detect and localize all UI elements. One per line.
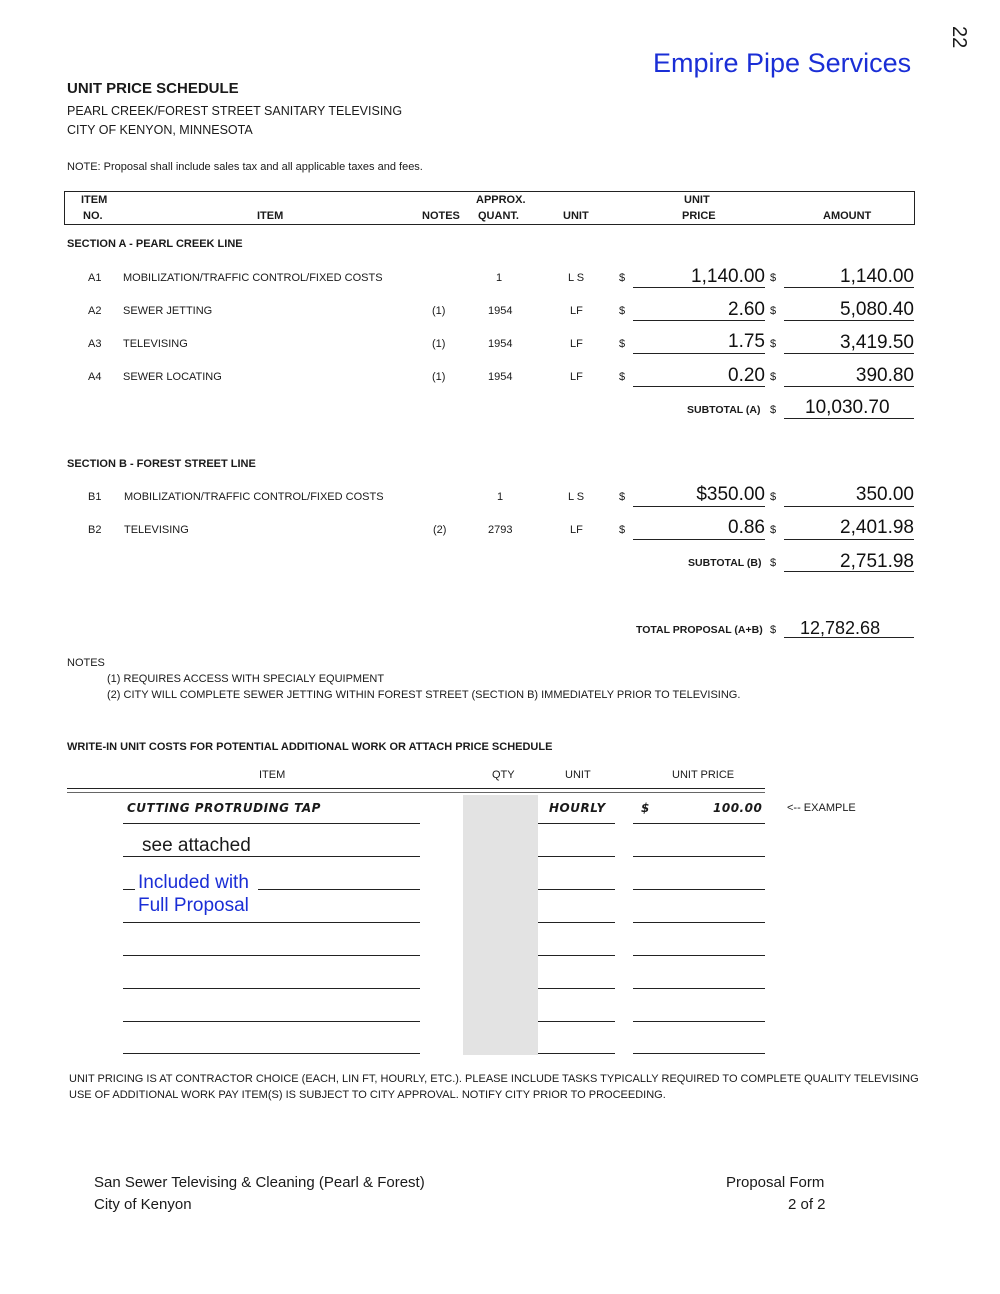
price-line xyxy=(633,539,765,540)
writein-heading: WRITE-IN UNIT COSTS FOR POTENTIAL ADDITIONAL WORK OR ATTACH PRICE SCHEDULE xyxy=(67,741,553,753)
row-quant: 1 xyxy=(497,491,504,503)
row-price: 1,140.00 xyxy=(691,266,765,287)
col-item: ITEM xyxy=(257,210,284,222)
unit-line[interactable] xyxy=(538,955,615,956)
col-amount: AMOUNT xyxy=(823,210,872,222)
currency-sign: $ xyxy=(619,338,626,350)
page-title: UNIT PRICE SCHEDULE xyxy=(67,80,239,97)
total-value: 12,782.68 xyxy=(800,618,881,638)
currency-sign: $ xyxy=(619,305,626,317)
row-item: TELEVISING xyxy=(124,524,189,536)
item-line[interactable] xyxy=(123,823,420,824)
row-unit: LF xyxy=(570,371,583,383)
writein-top-rule xyxy=(67,788,765,789)
unit-line[interactable] xyxy=(538,856,615,857)
writein-col-item: ITEM xyxy=(259,769,286,781)
currency-sign: $ xyxy=(619,371,626,383)
row-item: SEWER LOCATING xyxy=(123,371,222,383)
row-quant: 2793 xyxy=(488,524,513,536)
price-line[interactable] xyxy=(633,922,765,923)
currency-sign: $ xyxy=(770,338,777,350)
row-price: 0.86 xyxy=(728,517,765,538)
currency-sign: $ xyxy=(619,272,626,284)
row-quant: 1954 xyxy=(488,305,513,317)
subtotal-b-label: SUBTOTAL (B) xyxy=(688,557,762,569)
row-unit: LF xyxy=(570,305,583,317)
row-item: MOBILIZATION/TRAFFIC CONTROL/FIXED COSTS xyxy=(123,272,383,284)
currency-sign: $ xyxy=(619,491,626,503)
writein-col-qty: QTY xyxy=(492,769,515,781)
example-currency: $ xyxy=(641,801,650,815)
row-no: A1 xyxy=(88,272,102,284)
section-a-title: SECTION A - PEARL CREEK LINE xyxy=(67,238,243,250)
col-unit-price-1: UNIT xyxy=(684,194,710,206)
writein-entry-1: see attached xyxy=(142,835,251,856)
example-item: CUTTING PROTRUDING TAP xyxy=(127,801,321,815)
tax-note: NOTE: Proposal shall include sales tax and all applicable taxes and fees. xyxy=(67,161,423,173)
currency-sign: $ xyxy=(770,624,777,636)
item-line[interactable] xyxy=(123,955,420,956)
company-name: Empire Pipe Services xyxy=(653,48,912,78)
writein-entry-2b: Full Proposal xyxy=(138,895,249,916)
row-item: SEWER JETTING xyxy=(123,305,213,317)
notes-heading: NOTES xyxy=(67,657,105,669)
currency-sign: $ xyxy=(619,524,626,536)
col-approx-2: QUANT. xyxy=(478,210,519,222)
footer-right-2: 2 of 2 xyxy=(788,1196,826,1213)
example-marker: <-- EXAMPLE xyxy=(787,802,856,814)
row-amount: 1,140.00 xyxy=(840,266,914,287)
row-amount: 390.80 xyxy=(855,365,914,386)
price-line xyxy=(633,353,765,354)
price-line[interactable] xyxy=(633,988,765,989)
row-unit: LF xyxy=(570,524,583,536)
unit-line[interactable] xyxy=(538,823,615,824)
row-no: A3 xyxy=(88,338,102,350)
row-quant: 1954 xyxy=(488,338,513,350)
row-price: 2.60 xyxy=(728,299,765,320)
row-unit: L S xyxy=(568,491,585,503)
project-line-2: CITY OF KENYON, MINNESOTA xyxy=(67,123,253,137)
col-notes: NOTES xyxy=(422,210,460,222)
amount-line xyxy=(784,506,914,507)
row-amount: 2,401.98 xyxy=(840,517,914,538)
price-line[interactable] xyxy=(633,1053,765,1054)
item-line[interactable] xyxy=(123,988,420,989)
row-price: 0.20 xyxy=(728,365,765,386)
row-no: B2 xyxy=(88,524,102,536)
row-no: A4 xyxy=(88,371,102,383)
footer-note-1: UNIT PRICING IS AT CONTRACTOR CHOICE (EACH, LIN FT, HOURLY, ETC.). PLEASE INCLUDE TASKS TYPICALLY REQUIRED TO COMPLETE QUALITY TELEVISING xyxy=(69,1073,919,1085)
row-notes: (2) xyxy=(433,524,447,536)
example-unit: HOURLY xyxy=(549,801,606,815)
footer-right-1: Proposal Form xyxy=(726,1174,825,1191)
currency-sign: $ xyxy=(770,305,777,317)
row-unit: L S xyxy=(568,272,585,284)
footer-note-2: USE OF ADDITIONAL WORK PAY ITEM(S) IS SUBJECT TO CITY APPROVAL. NOTIFY CITY PRIOR TO PROCEEDING. xyxy=(69,1089,666,1101)
price-line[interactable] xyxy=(633,889,765,890)
currency-sign: $ xyxy=(770,557,777,569)
section-b-title: SECTION B - FOREST STREET LINE xyxy=(67,458,256,470)
example-price: 100.00 xyxy=(713,801,763,815)
row-amount: 350.00 xyxy=(855,484,914,505)
writein-entry-2a: Included with xyxy=(138,872,249,893)
row-price: 1.75 xyxy=(728,331,765,352)
item-line[interactable] xyxy=(123,1053,420,1054)
unit-line[interactable] xyxy=(538,1053,615,1054)
note-item-1: (1) REQUIRES ACCESS WITH SPECIALY EQUIPMENT xyxy=(107,673,385,685)
col-item-no-1: ITEM xyxy=(81,194,108,206)
price-line[interactable] xyxy=(633,955,765,956)
footer-left-1: San Sewer Televising & Cleaning (Pearl & Forest) xyxy=(94,1174,425,1191)
row-quant: 1 xyxy=(496,272,503,284)
amount-line xyxy=(784,539,914,540)
currency-sign: $ xyxy=(770,272,777,284)
row-quant: 1954 xyxy=(488,371,513,383)
currency-sign: $ xyxy=(770,491,777,503)
subtotal-a-label: SUBTOTAL (A) xyxy=(687,404,761,416)
currency-sign: $ xyxy=(770,524,777,536)
row-unit: LF xyxy=(570,338,583,350)
item-line[interactable] xyxy=(123,889,135,890)
page-number: 22 xyxy=(948,26,970,49)
row-notes: (1) xyxy=(432,338,446,350)
item-line[interactable] xyxy=(123,922,420,923)
note-item-2: (2) CITY WILL COMPLETE SEWER JETTING WITHIN FOREST STREET (SECTION B) IMMEDIATELY PRIOR TO TELEVISING. xyxy=(107,689,741,701)
qty-shaded-column xyxy=(463,795,538,1055)
price-line[interactable] xyxy=(633,856,765,857)
row-no: B1 xyxy=(88,491,102,503)
writein-top-rule-2 xyxy=(67,792,765,793)
col-approx-1: APPROX. xyxy=(476,194,526,206)
project-line-1: PEARL CREEK/FOREST STREET SANITARY TELEVISING xyxy=(67,104,403,118)
row-no: A2 xyxy=(88,305,102,317)
row-notes: (1) xyxy=(432,305,446,317)
row-item: TELEVISING xyxy=(123,338,188,350)
price-line xyxy=(633,506,765,507)
unit-line[interactable] xyxy=(538,1021,615,1022)
col-unit-price-2: PRICE xyxy=(682,210,716,222)
currency-sign: $ xyxy=(770,371,777,383)
subtotal-b-value: 2,751.98 xyxy=(840,551,914,572)
row-amount: 5,080.40 xyxy=(840,299,914,320)
currency-sign: $ xyxy=(770,404,777,416)
col-item-no-2: NO. xyxy=(83,210,103,222)
subtotal-a-value: 10,030.70 xyxy=(805,397,890,418)
writein-col-unit-price: UNIT PRICE xyxy=(672,769,735,781)
price-line[interactable] xyxy=(633,823,765,824)
writein-col-unit: UNIT xyxy=(565,769,591,781)
footer-left-2: City of Kenyon xyxy=(94,1196,192,1213)
row-notes: (1) xyxy=(432,371,446,383)
unit-line[interactable] xyxy=(538,988,615,989)
total-label: TOTAL PROPOSAL (A+B) xyxy=(636,624,763,636)
item-line[interactable] xyxy=(258,889,420,890)
row-item: MOBILIZATION/TRAFFIC CONTROL/FIXED COSTS xyxy=(124,491,384,503)
price-line[interactable] xyxy=(633,1021,765,1022)
unit-line[interactable] xyxy=(538,922,615,923)
row-amount: 3,419.50 xyxy=(840,332,914,353)
row-price: $350.00 xyxy=(696,484,765,505)
unit-line[interactable] xyxy=(538,889,615,890)
col-unit: UNIT xyxy=(563,210,589,222)
item-line[interactable] xyxy=(123,1021,420,1022)
